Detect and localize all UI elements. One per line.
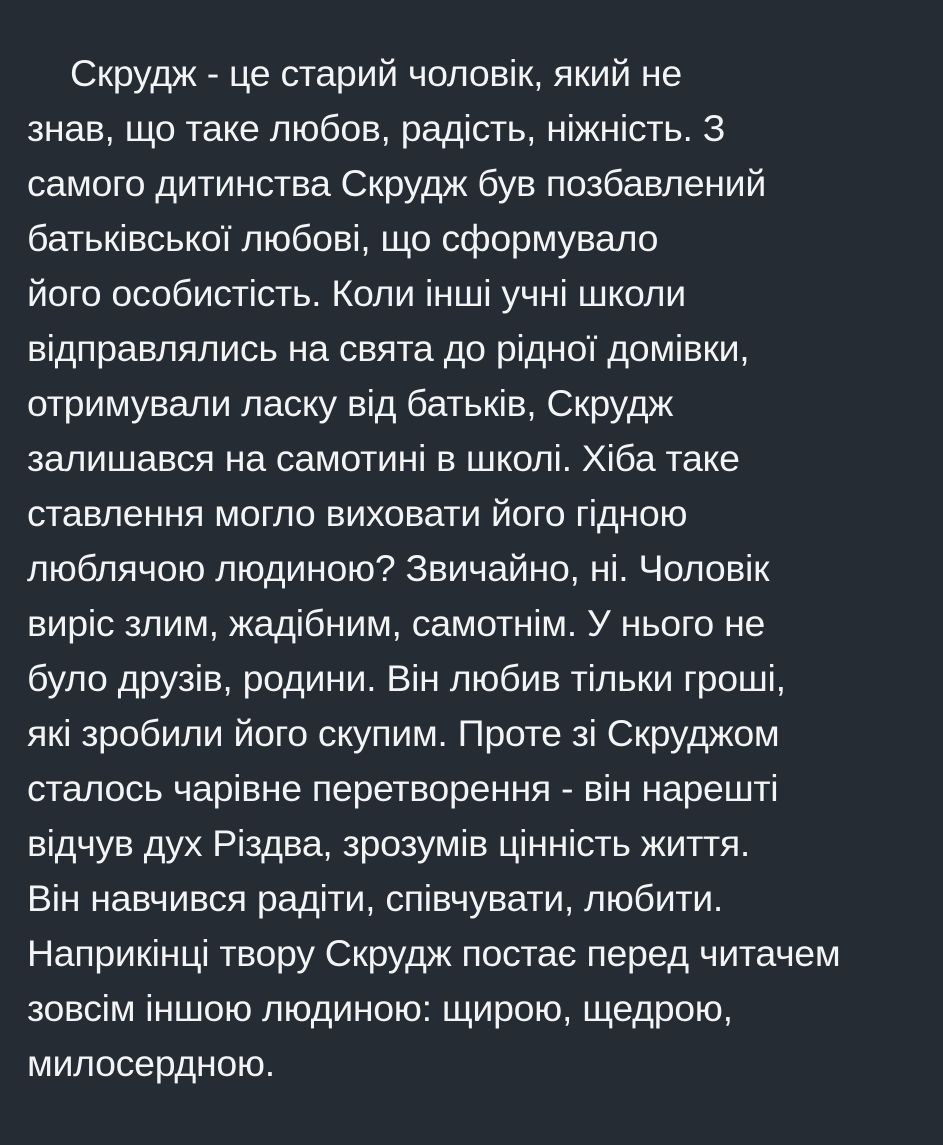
text-line: самого дитинства Скрудж був позбавлений xyxy=(27,162,766,204)
text-line: виріс злим, жадібним, самотнім. У нього не xyxy=(27,602,766,644)
text-line: відправлялись на свята до рідної домівки, xyxy=(27,327,750,369)
text-line: які зробили його скупим. Проте зі Скруджом xyxy=(27,712,780,754)
text-line: зовсім іншою людиною: щирою, щедрою, xyxy=(27,987,733,1029)
text-line: було друзів, родини. Він любив тільки гроші, xyxy=(27,657,786,699)
paragraph xyxy=(27,46,935,1091)
text-line: його особистість. Коли інші учні школи xyxy=(27,272,686,314)
text-line: Скрудж - це старий чоловік, який не xyxy=(70,52,682,94)
text-line: знав, що таке любов, радість, ніжність. З xyxy=(27,107,726,149)
text-line: люблячою людиною? Звичайно, ні. Чоловік xyxy=(27,547,770,589)
text-line: залишався на самотині в школі. Хіба таке xyxy=(27,437,740,479)
text-line: відчув дух Різдва, зрозумів цінність життя. xyxy=(27,822,751,864)
text-line: Наприкінці твору Скрудж постає перед читачем xyxy=(27,932,841,974)
text-line: батьківської любові, що сформувало xyxy=(27,217,659,259)
text-line: отримували ласку від батьків, Скрудж xyxy=(27,382,674,424)
text-line: милосердною. xyxy=(27,1042,275,1084)
text-line: Він навчився радіти, співчувати, любити. xyxy=(27,877,723,919)
text-line: ставлення могло виховати його гідною xyxy=(27,492,688,534)
text-line: сталось чарівне перетворення - він нарешті xyxy=(27,767,779,809)
